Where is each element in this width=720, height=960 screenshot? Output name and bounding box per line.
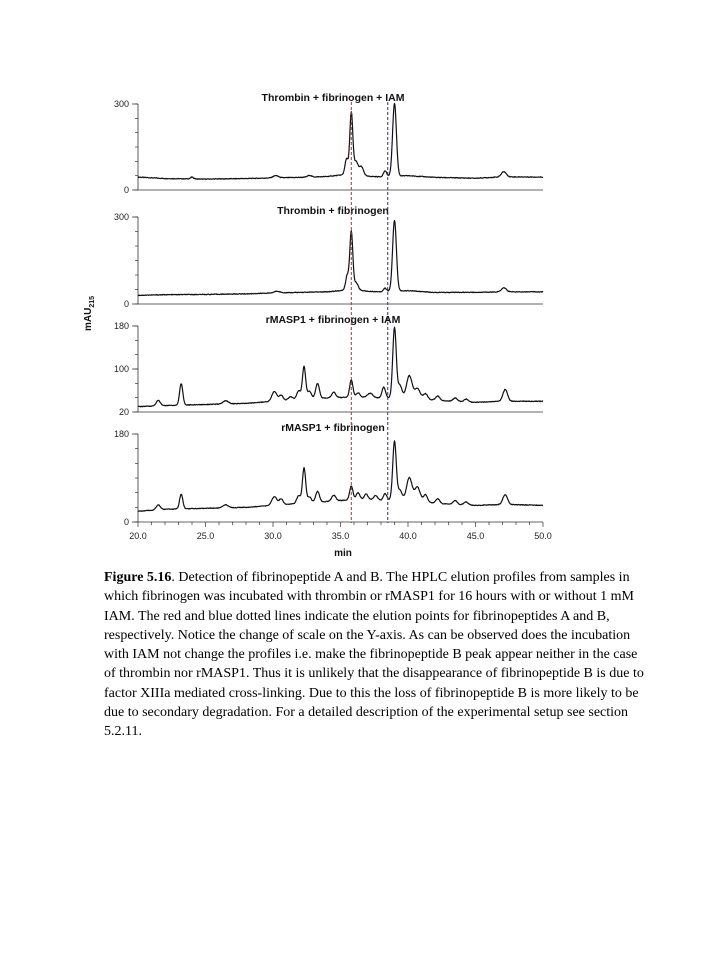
- x-tick-label: 35.0: [331, 531, 350, 541]
- y-tick-label: 180: [113, 321, 129, 331]
- x-tick-label: 20.0: [129, 531, 147, 541]
- y-tick-label: 0: [123, 299, 129, 309]
- chromatogram-trace: [138, 441, 543, 512]
- panel-title: Thrombin + fibrinogen: [277, 205, 389, 217]
- chromatogram-trace: [138, 221, 543, 296]
- chart-panel: [114, 314, 543, 417]
- y-tick-label: 0: [123, 517, 129, 527]
- figure-caption: [104, 568, 649, 742]
- chart-panel: [114, 422, 543, 527]
- x-tick-label: 25.0: [196, 531, 215, 541]
- panel-title: Thrombin + fibrinogen + IAM: [261, 92, 405, 104]
- x-axis: [129, 522, 552, 541]
- x-tick-label: 30.0: [264, 531, 282, 541]
- y-tick-label: 300: [113, 99, 129, 109]
- x-tick-label: 40.0: [399, 531, 417, 541]
- caption-text: . Detection of fibrinopeptide A and B. The HPLC elution profiles from samples in which fibrinogen was incubated with thrombin or rMASP1 for 16 hours with or without 1 mM IAM. The red and blue dotted lines indicate the elution points for fibrinopeptides A and B, respectively. Notice the change of scale on the Y-axis. As can be observed does the incubation with IAM not change the profiles i.e. make the fibrinopeptide B peak appear neither in the case of thrombin nor rMASP1. Thus it is unlikely that the disappearance of fibrinopeptide B is due to factor XIIIa mediated cross-linking. Due to this the loss of fibrinopeptide B is more likely to be due to secondary degradation. For a detailed description of the experimental setup see section 5.2.11.: [104, 570, 644, 740]
- x-tick-label: 50.0: [534, 531, 552, 541]
- y-tick-label: 180: [113, 429, 129, 439]
- y-axis-title-subscript: 215: [89, 295, 96, 308]
- chromatogram-trace: [138, 327, 543, 407]
- panel-title: rMASP1 + fibrinogen + IAM: [265, 314, 401, 326]
- caption-label: Figure 5.16: [104, 570, 172, 585]
- chart-panel: [114, 205, 543, 309]
- chart-panel: [114, 92, 543, 195]
- chart-panels: [114, 92, 543, 527]
- x-tick-label: 45.0: [466, 531, 485, 541]
- chromatogram-trace: [138, 103, 543, 179]
- y-axis-title: [83, 296, 96, 331]
- y-axis-title-main: mAU: [83, 307, 94, 331]
- y-tick-label: 300: [113, 212, 129, 222]
- x-axis-title: min: [334, 548, 352, 559]
- y-tick-label: 100: [113, 364, 129, 374]
- marker-lines: [351, 102, 387, 523]
- y-tick-label: 0: [123, 185, 129, 195]
- panel-title: rMASP1 + fibrinogen: [281, 422, 385, 434]
- y-tick-label: 20: [118, 407, 129, 417]
